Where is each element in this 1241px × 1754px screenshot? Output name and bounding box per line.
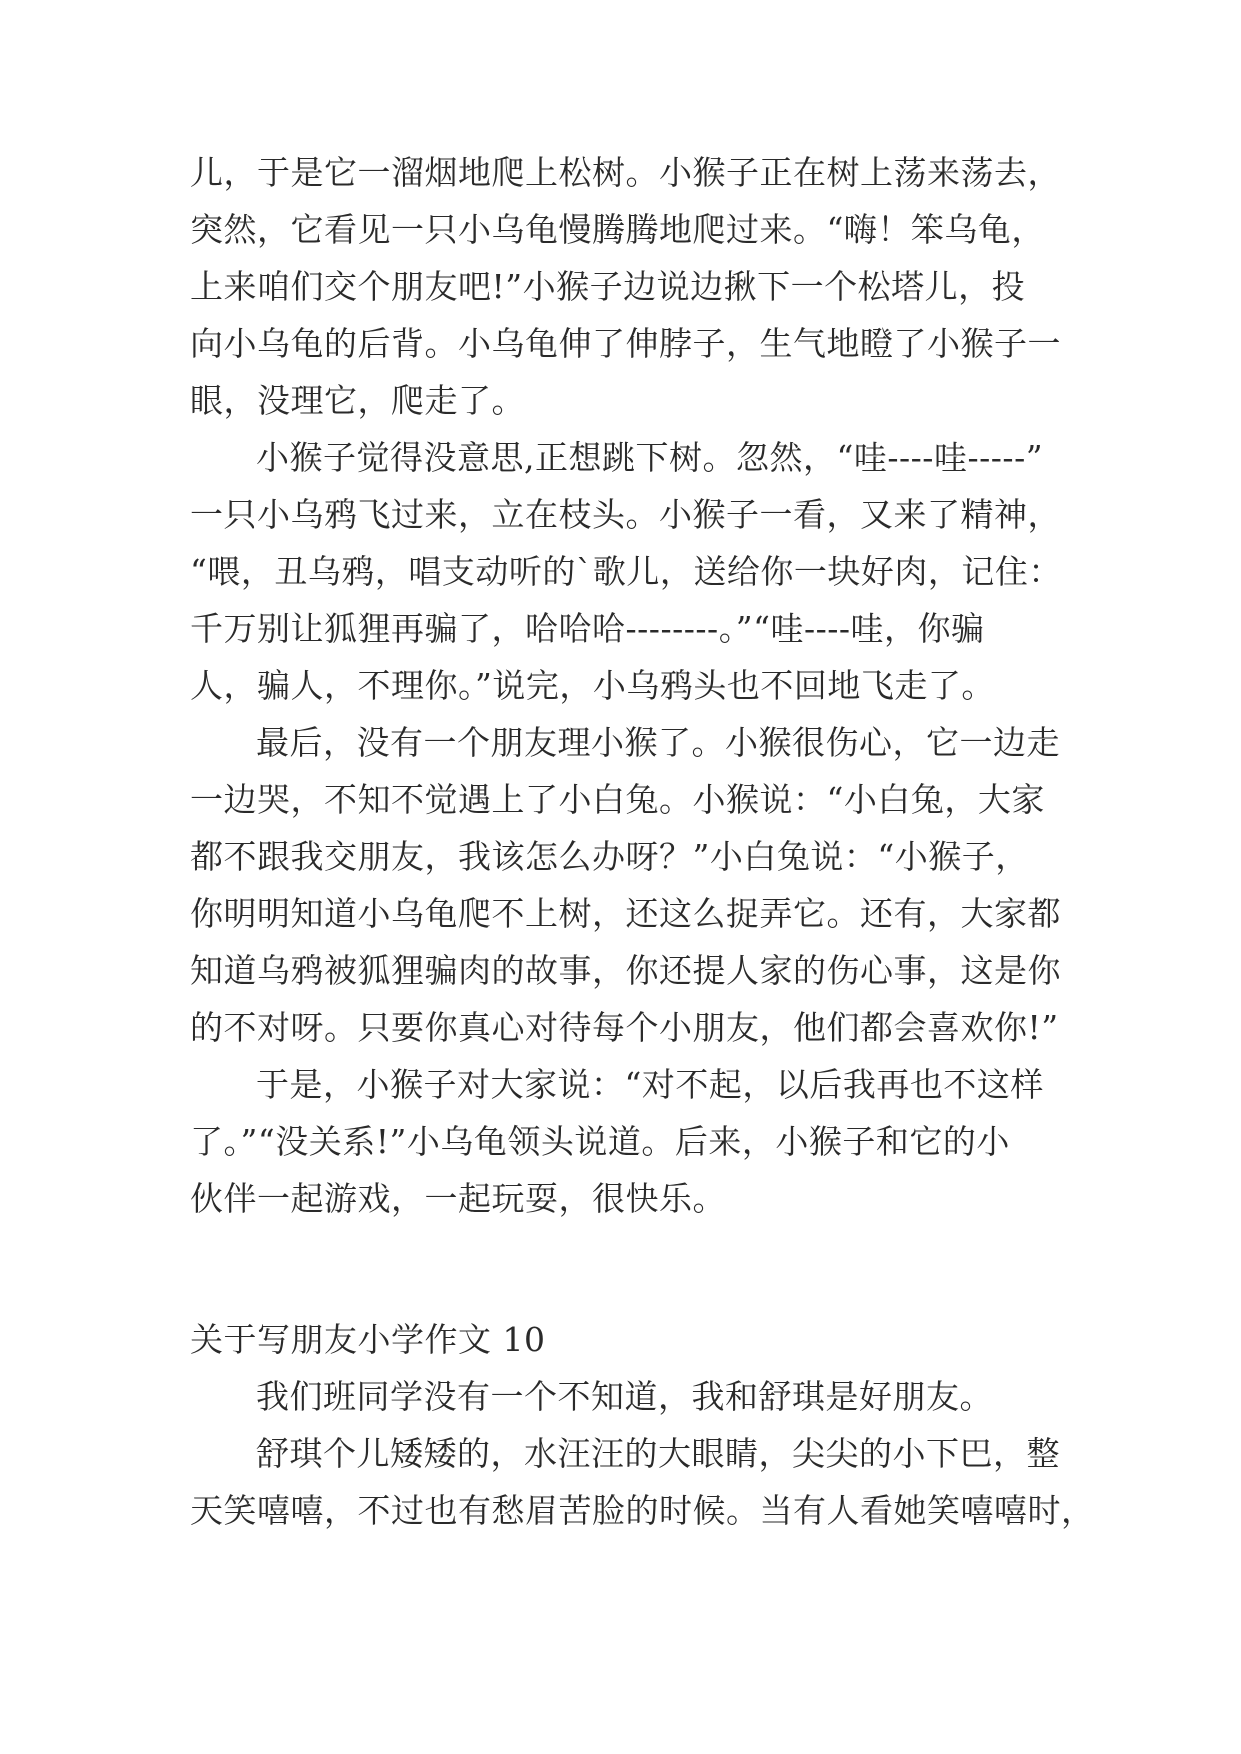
text-line: 人，骗人，不理你。”说完，小乌鸦头也不回地飞走了。 [190, 666, 995, 705]
paragraph-start-line: 于是，小猴子对大家说：“对不起，以后我再也不这样 [256, 1065, 1044, 1104]
text-line: 伙伴一起游戏，一起玩耍，很快乐。 [190, 1179, 726, 1218]
text-line: 了。”“没关系!”小乌龟领头说道。后来，小猴子和它的小 [190, 1122, 1010, 1161]
text-line: “喂，丑乌鸦，唱支动听的`歌儿，送给你一块好肉，记住： [190, 552, 1062, 591]
text-line: 上来咱们交个朋友吧!”小猴子边说边揪下一个松塔儿，投 [190, 267, 1026, 306]
text-line: 你明明知道小乌龟爬不上树，还这么捉弄它。还有，大家都 [190, 894, 1061, 933]
text-line: 的不对呀。只要你真心对待每个小朋友，他们都会喜欢你!” [190, 1008, 1059, 1047]
text-line: 天笑嘻嘻，不过也有愁眉苦脸的时候。当有人看她笑嘻嘻时， [190, 1491, 1095, 1530]
text-line: 都不跟我交朋友，我该怎么办呀？”小白兔说：“小猴子， [190, 837, 1029, 876]
text-line: 知道乌鸦被狐狸骗肉的故事，你还提人家的伤心事，这是你 [190, 951, 1061, 990]
text-line: 千万别让狐狸再骗了，哈哈哈--------。”“哇----哇，你骗 [190, 609, 985, 648]
text-line: 儿，于是它一溜烟地爬上松树。小猴子正在树上荡来荡去， [190, 153, 1061, 192]
section-heading: 关于写朋友小学作文 10 [190, 1320, 546, 1359]
paragraph-start-line: 最后，没有一个朋友理小猴了。小猴很伤心，它一边走 [256, 723, 1060, 762]
text-line: 一边哭，不知不觉遇上了小白兔。小猴说：“小白兔，大家 [190, 780, 1045, 819]
text-line: 一只小乌鸦飞过来，立在枝头。小猴子一看，又来了精神， [190, 495, 1061, 534]
text-line: 突然，它看见一只小乌龟慢腾腾地爬过来。“嗨！笨乌龟， [190, 210, 1045, 249]
paragraph-start-line: 舒琪个儿矮矮的，水汪汪的大眼睛，尖尖的小下巴，整 [256, 1434, 1060, 1473]
paragraph-start-line: 小猴子觉得没意思,正想跳下树。忽然，“哇----哇-----” [256, 438, 1044, 477]
text-line: 向小乌龟的后背。小乌龟伸了伸脖子，生气地瞪了小猴子一 [190, 324, 1061, 363]
paragraph-start-line: 我们班同学没有一个不知道，我和舒琪是好朋友。 [256, 1377, 993, 1416]
text-line: 眼，没理它，爬走了。 [190, 381, 525, 420]
